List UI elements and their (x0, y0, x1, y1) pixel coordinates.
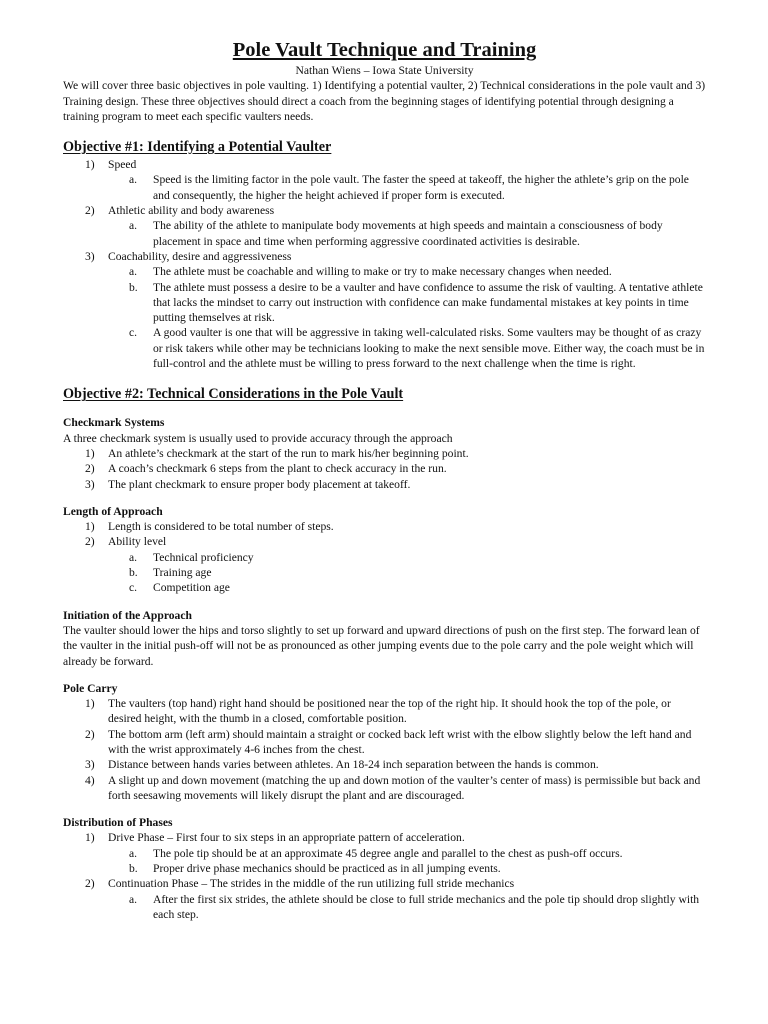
checkmark-list (63, 446, 706, 492)
list-item: 2) A coach’s checkmark 6 steps from the plant to check accuracy in the run. (85, 462, 447, 476)
distribution-of-phases-heading: Distribution of Phases (63, 816, 173, 830)
phases-list (63, 830, 706, 922)
list-item: 1) The vaulters (top hand) right hand should be positioned near the top of the right hip. It should hook the top of the pole, or desired height, with the thumb in a closed, comfortable position. (85, 697, 671, 726)
list-item: 3) Distance between hands varies between athletes. An 18-24 inch separation between the hands is common. (85, 758, 599, 772)
checkmark-systems-heading: Checkmark Systems (63, 416, 165, 430)
list-item: 2) The bottom arm (left arm) should maintain a straight or cocked back left wrist with the elbow slightly below the left hand and with the wrist approximately 4-6 inches from the chest. (85, 727, 692, 756)
checkmark-systems-text: A three checkmark system is usually used to provide accuracy through the approach (63, 431, 453, 445)
pole-carry-heading: Pole Carry (63, 681, 118, 695)
initiation-text: The vaulter should lower the hips and torso slightly to set up forward and upward directions of push on the first step. The forward lean of the vaulter in the initial push-off will not be as pronounced as other jumping events due to the pole carry and the pole weight which will already be forward. (63, 623, 700, 668)
length-list (63, 519, 706, 595)
list-item: 2) Continuation Phase – The strides in the middle of the run utilizing full stride mechanics a. After the first six strides, the athlete should be close to full stride mechanics and the pole tip should drop slightly with each step. (63, 876, 706, 922)
initiation-heading: Initiation of the Approach (63, 608, 192, 622)
intro-paragraph: We will cover three basic objectives in pole vaulting. 1) Identifying a potential vaulter, 2) Technical considerations in the pole vault and 3) Training design. These three objectives should direct a coach from the beginning stages of identifying potential through designing a training program to meet each specific vaulters needs. (63, 79, 706, 123)
page-title: Pole Vault Technique and Training (232, 39, 537, 61)
objective-2-heading: Objective #2: Technical Considerations in the Pole Vault (63, 386, 404, 403)
list-item: 3) Coachability, desire and aggressiveness a. The athlete must be coachable and willing to make or try to make necessary changes when needed. b. The athlete must possess a desire to be a vaulter and have confidence to assume the risk of vaulting. A tentative athlete that lacks the mindset to carry out instruction with confidence can make fundamental mistakes at key points in time putting themselves at risk. c. A good vaulter is one that will be aggressive in taking well-calculated risks. Some vaulters may be thought of as crazy or risk takers while other may be technicians looking to make the next sensible move. Either way, the coach must be in full-control and the athlete must be willing to press forward to the next challenge when the time is right. (63, 249, 706, 371)
sub-list-item: b. Training age (129, 566, 212, 580)
objective-1-heading: Objective #1: Identifying a Potential Vaulter (63, 139, 332, 156)
list-item: 2) Athletic ability and body awareness a. The ability of the athlete to manipulate body movements at high speeds and maintain a consciousness of body placement in space and time when performing aggressive coordinated activities is desirable. (63, 203, 706, 249)
list-item: 1) Speed a. Speed is the limiting factor in the pole vault. The faster the speed at takeoff, the higher the athlete’s grip on the pole and consequently, the higher the height achieved if proper form is executed. (63, 157, 706, 203)
sub-list-item: a. After the first six strides, the athlete should be close to full stride mechanics and the pole tip should drop slightly with each step. (129, 892, 700, 921)
sub-list-item: a. Speed is the limiting factor in the pole vault. The faster the speed at takeoff, the higher the athlete’s grip on the pole and consequently, the higher the height achieved if proper form is executed. (129, 173, 689, 202)
list-item: 3) The plant checkmark to ensure proper body placement at takeoff. (85, 477, 411, 491)
sub-list-item: a. The ability of the athlete to manipulate body movements at high speeds and maintain a consciousness of body placement in space and time when performing aggressive coordinated activities is desirable. (129, 219, 663, 248)
sub-list-item: c. Competition age (129, 581, 230, 595)
list-item: 2) Ability level a. Technical proficiency b. Training age c. Competition age (63, 534, 706, 595)
sub-list-item: b. The athlete must possess a desire to be a vaulter and have confidence to assume the risk of vaulting. A tentative athlete that lacks the mindset to carry out instruction with confidence can make fundamental mistakes at key points in time putting themselves at risk. (129, 280, 703, 325)
length-of-approach-heading: Length of Approach (63, 504, 163, 518)
list-item: 1) Drive Phase – First four to six steps in an appropriate pattern of acceleration. a. The pole tip should be at an approximate 45 degree angle and parallel to the chest as push-off occurs. b. Proper drive phase mechanics should be practiced as in all jumping events. (63, 830, 706, 876)
sub-list-item: b. Proper drive phase mechanics should be practiced as in all jumping events. (129, 862, 501, 876)
sub-list-item: a. The pole tip should be at an approximate 45 degree angle and parallel to the chest as push-off occurs. (129, 846, 623, 860)
list-item: 1) Length is considered to be total number of steps. (85, 520, 334, 534)
pole-carry-list (63, 696, 706, 803)
sub-list-item: a. Technical proficiency (129, 550, 254, 564)
list-item: 1) An athlete’s checkmark at the start of the run to mark his/her beginning point. (85, 446, 469, 460)
author-line: Nathan Wiens – Iowa State University (295, 64, 474, 77)
objective-1-list (63, 157, 706, 371)
sub-list-item: c. A good vaulter is one that will be aggressive in taking well-calculated risks. Some vaulters may be thought of as crazy or risk takers while other may be technicians looking to make the next sensible move. Either way, the coach must be in full-control and the athlete must be willing to press forward to the next challenge when the time is right. (129, 326, 705, 371)
sub-list-item: a. The athlete must be coachable and willing to make or try to make necessary changes when needed. (129, 265, 612, 279)
list-item: 4) A slight up and down movement (matching the up and down motion of the vaulter’s center of mass) is permissible but back and forth seesawing movements will likely disrupt the plant and are discouraged. (85, 773, 701, 802)
